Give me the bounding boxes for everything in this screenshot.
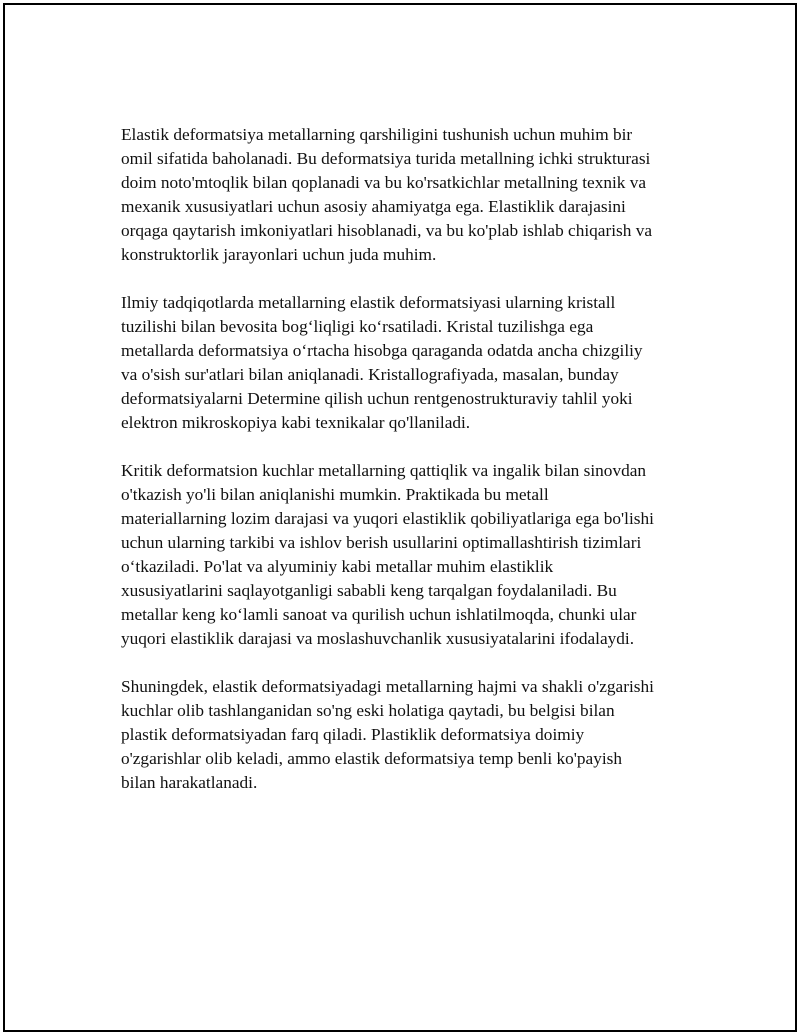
page-frame [3,3,797,1032]
text-line: metallar keng ko‘lamli sanoat va qurilish uchun ishlatilmoqda, chunki ular [121,605,637,624]
text-line: o‘tkaziladi. Po'lat va alyuminiy kabi metallar muhim elastiklik [121,557,554,576]
text-line: doim noto'mtoqlik bilan qoplanadi va bu ko'rsatkichlar metallning texnik va [121,173,647,192]
paragraph-4 [121,675,701,795]
document-body [121,123,701,819]
text-line: omil sifatida baholanadi. Bu deformatsiya turida metallning ichki strukturasi [121,149,651,168]
text-line: tuzilishi bilan bevosita bog‘liqligi ko‘rsatiladi. Kristal tuzilishga ega [121,317,594,336]
text-line: materiallarning lozim darajasi va yuqori elastiklik qobiliyatlariga ega bo'lishi [121,509,654,528]
text-line: Shuningdek, elastik deformatsiyadagi metallarning hajmi va shakli o'zgarishi [121,677,654,696]
text-line: orqaga qaytarish imkoniyatlari hisoblanadi, va bu ko'plab ishlab chiqarish va [121,221,653,240]
text-line: Elastik deformatsiya metallarning qarshiligini tushunish uchun muhim bir [121,125,633,144]
paragraph-3 [121,459,701,651]
text-line: yuqori elastiklik darajasi va moslashuvchanlik xususiyatalarini ifodalaydi. [121,629,635,648]
text-line: xususiyatlarini saqlayotganligi sababli keng tarqalgan foydalaniladi. Bu [121,581,617,600]
text-line: plastik deformatsiyadan farq qiladi. Plastiklik deformatsiya doimiy [121,725,585,744]
text-line: elektron mikroskopiya kabi texnikalar qo'llaniladi. [121,413,471,432]
text-line: uchun ularning tarkibi va ishlov berish usullarini optimallashtirish tizimlari [121,533,642,552]
text-line: deformatsiyalarni Determine qilish uchun rentgenostrukturaviy tahlil yoki [121,389,633,408]
text-line: va o'sish sur'atlari bilan aniqlanadi. Kristallografiyada, masalan, bunday [121,365,619,384]
text-line: kuchlar olib tashlanganidan so'ng eski holatiga qaytadi, bu belgisi bilan [121,701,615,720]
text-line: Ilmiy tadqiqotlarda metallarning elastik deformatsiyasi ularning kristall [121,293,616,312]
text-line: metallarda deformatsiya o‘rtacha hisobga qaraganda odatda ancha chizgiliy [121,341,643,360]
paragraph-2 [121,291,701,435]
text-line: bilan harakatlanadi. [121,773,258,792]
text-line: Kritik deformatsion kuchlar metallarning qattiqlik va ingalik bilan sinovdan [121,461,647,480]
paragraph-1 [121,123,701,267]
text-line: o'zgarishlar olib keladi, ammo elastik deformatsiya temp benli ko'payish [121,749,623,768]
text-line: konstruktorlik jarayonlari uchun juda muhim. [121,245,437,264]
text-line: mexanik xususiyatlari uchun asosiy ahamiyatga ega. Elastiklik darajasini [121,197,626,216]
text-line: o'tkazish yo'li bilan aniqlanishi mumkin. Praktikada bu metall [121,485,549,504]
